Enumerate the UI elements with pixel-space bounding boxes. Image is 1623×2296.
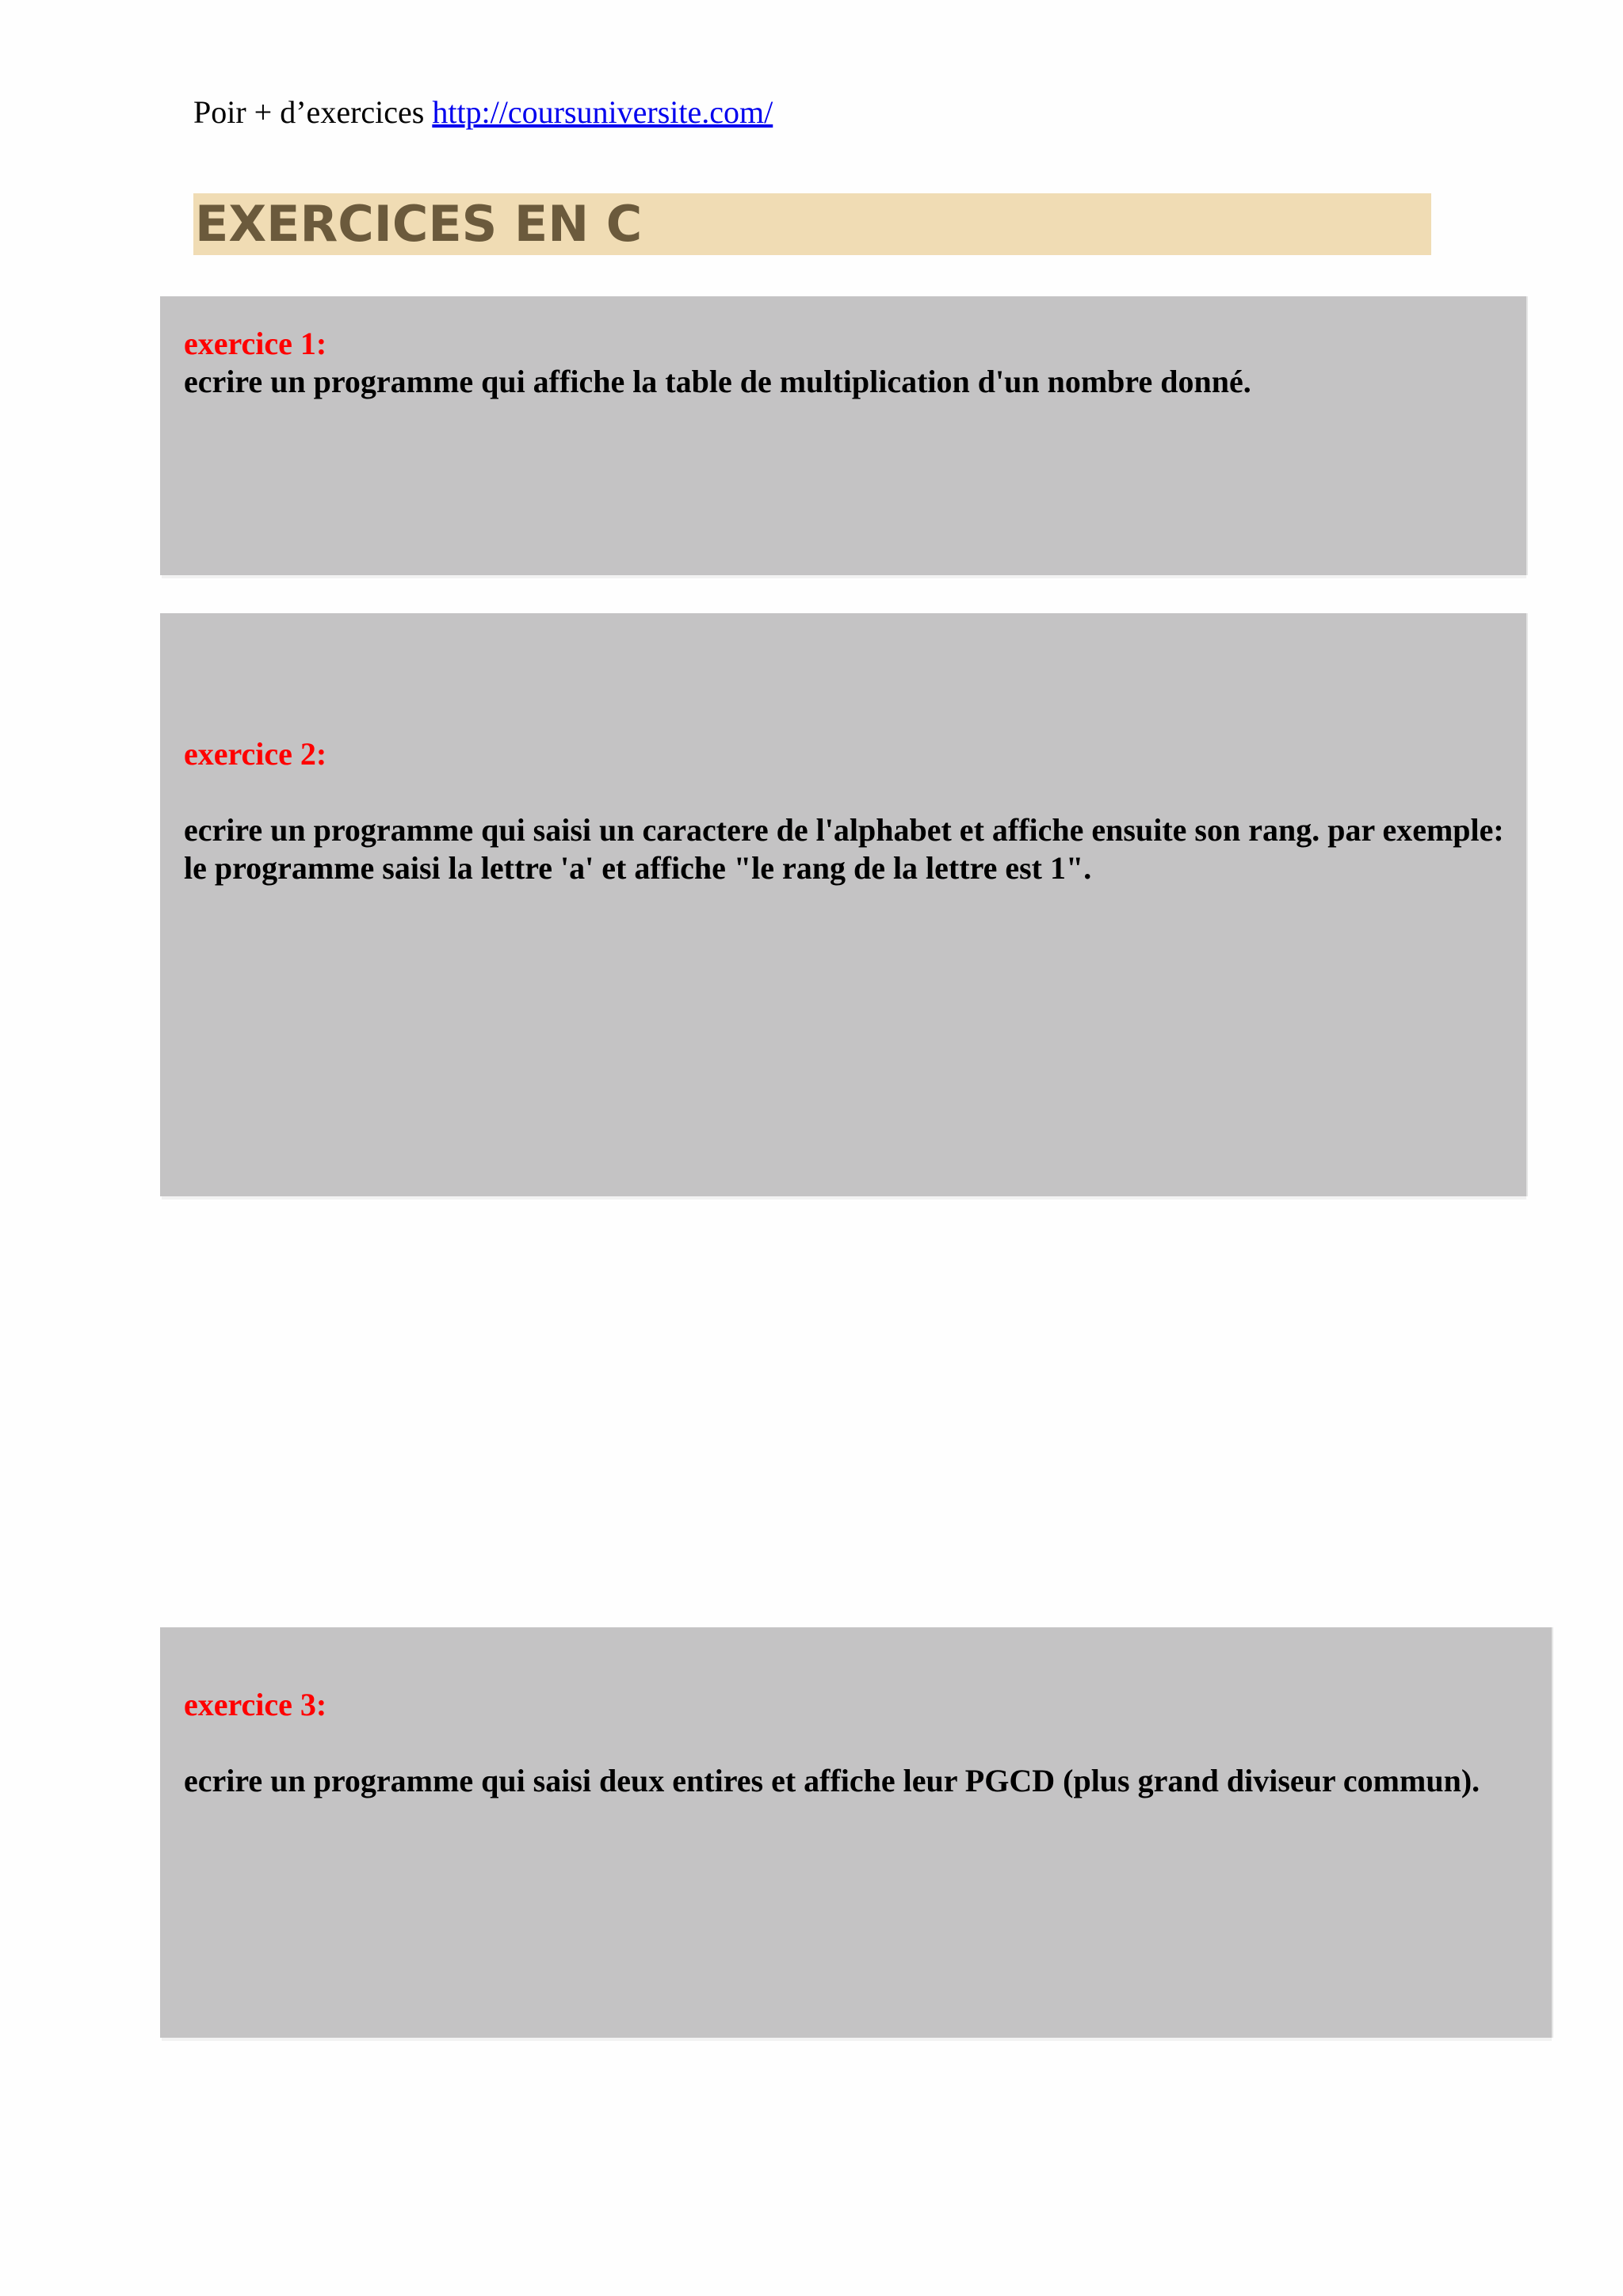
page-title: EXERCICES EN C (195, 195, 643, 253)
exercise-label (184, 1686, 327, 1723)
exercise-text: ecrire un programme qui affiche la table de multiplication d'un nombre donné. (184, 364, 1251, 399)
exercise-box-1 (160, 296, 1528, 575)
exercise-text: ecrire un programme qui saisi deux entires et affiche leur PGCD (plus grand diviseur commun). (184, 1763, 1480, 1798)
exercise-label (184, 325, 327, 362)
exercise-box-3 (160, 1627, 1553, 2038)
header-prefix: Poir + d’exercices (193, 94, 433, 130)
exercise-label-text: exercice 2: (184, 736, 327, 772)
exercise-text: ecrire un programme qui saisi un caractere de l'alphabet et affiche ensuite son rang. par exemple: le programme saisi la lettre 'a' et affiche "le rang de la lettre est 1". (184, 812, 1504, 886)
header-line (193, 93, 773, 131)
exercise-box-2 (160, 613, 1528, 1196)
title-bar (193, 193, 1431, 255)
exercise-label (184, 735, 327, 772)
website-link[interactable]: http://coursuniversite.com/ (432, 94, 773, 130)
exercise-label-text: exercice 1: (184, 326, 327, 361)
exercise-label-text: exercice 3: (184, 1687, 327, 1722)
